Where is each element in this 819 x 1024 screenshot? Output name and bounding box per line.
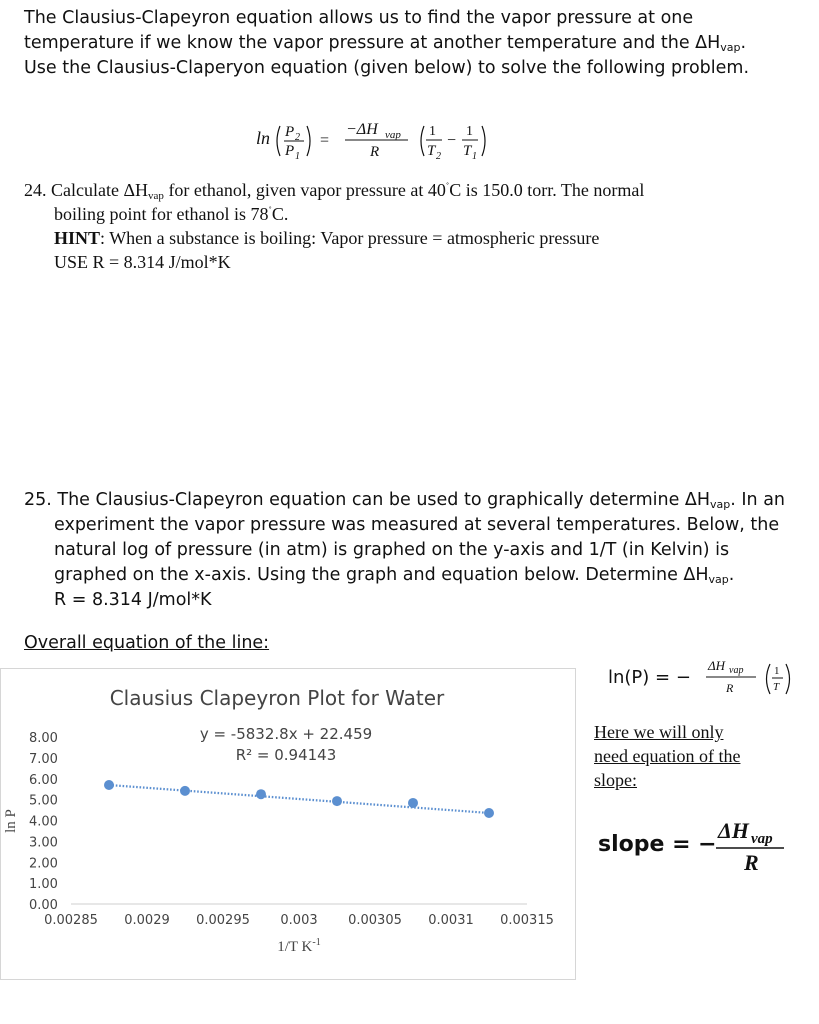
svg-text:R: R xyxy=(744,850,759,875)
svg-text:1: 1 xyxy=(774,665,780,677)
slope-fraction xyxy=(712,812,802,876)
intro-paragraph xyxy=(24,6,804,81)
svg-text:T: T xyxy=(427,143,436,159)
intro-line-2: temperature if we know the vapor pressure at another temperature and the $\Delta H_{vap}$. xyxy=(24,33,747,54)
note-line-2: need equation of the xyxy=(594,746,741,766)
chart-title: Clausius Clapeyron Plot for Water xyxy=(109,686,445,710)
y-tick-label: 0.00 xyxy=(29,898,58,913)
svg-text:1: 1 xyxy=(466,124,473,139)
x-tick-label: 0.00315 xyxy=(500,913,554,928)
q25-line-2: experiment the vapor pressure was measured at several temperatures. Below, the xyxy=(54,515,780,535)
y-tick-label: 1.00 xyxy=(29,877,58,893)
q25-line-3: natural log of pressure (in atm) is graphed on the y-axis and 1/T (in Kelvin) is xyxy=(54,540,730,560)
svg-text:R: R xyxy=(726,681,734,695)
y-tick-label: 3.00 xyxy=(29,835,58,851)
data-point xyxy=(408,798,418,808)
x-tick-label: 0.0029 xyxy=(124,913,170,928)
svg-text:−ΔH: −ΔH xyxy=(346,121,378,138)
data-point xyxy=(332,796,342,806)
chart-r-squared: R² = 0.94143 xyxy=(235,746,337,764)
svg-text:1: 1 xyxy=(429,124,436,139)
clausius-clapeyron-formula xyxy=(250,112,510,164)
intro-line-1: The Clausius-Clapeyron equation allows us to find the vapor pressure at one xyxy=(24,8,694,28)
clausius-clapeyron-chart xyxy=(1,669,575,979)
svg-text:vap: vap xyxy=(729,665,744,676)
svg-text:2: 2 xyxy=(436,151,441,162)
question-24 xyxy=(24,178,644,274)
svg-text:−: − xyxy=(447,132,457,149)
svg-text:P: P xyxy=(285,124,295,140)
svg-text:=: = xyxy=(320,132,330,149)
slope-note xyxy=(594,720,740,792)
x-axis-label: 1/T $K^{-1}$ xyxy=(277,937,321,955)
y-tick-label: 4.00 xyxy=(29,814,58,830)
data-point xyxy=(180,786,190,796)
svg-text:T: T xyxy=(773,681,780,693)
y-tick-label: 6.00 xyxy=(29,772,58,788)
svg-text:ln(P) = −: ln(P) = − xyxy=(608,667,691,688)
q24-line-2: boiling point for ethanol is 78˚C. xyxy=(54,204,289,224)
svg-text:ln: ln xyxy=(256,128,271,148)
overall-equation-label: Overall equation of the line: xyxy=(24,633,270,653)
x-tick-label: 0.00295 xyxy=(196,913,250,928)
question-25 xyxy=(24,488,785,613)
svg-text:P: P xyxy=(285,143,295,159)
svg-text:vap: vap xyxy=(751,831,773,847)
svg-text:2: 2 xyxy=(295,132,300,143)
svg-text:ΔH: ΔH xyxy=(718,818,749,843)
q25-line-5: R = 8.314 J/mol*K xyxy=(54,590,212,610)
note-line-3: slope: xyxy=(594,770,637,790)
data-point xyxy=(484,808,494,818)
y-tick-label: 8.00 xyxy=(29,731,58,746)
intro-line-3: Use the Clausius-Claperyon equation (given below) to solve the following problem. xyxy=(24,58,750,78)
note-line-1: Here we will only xyxy=(594,722,724,742)
y-axis-label: ln P xyxy=(3,809,19,833)
y-tick-label: 5.00 xyxy=(29,793,58,809)
svg-text:T: T xyxy=(463,143,472,159)
svg-text:ΔH: ΔH xyxy=(708,658,726,673)
svg-text:1: 1 xyxy=(295,151,300,162)
ln-p-formula xyxy=(598,652,808,702)
svg-text:R: R xyxy=(370,144,380,160)
q25-line-4: graphed on the x-axis. Using the graph and equation below. Determine $\Delta H_{vap}$. xyxy=(54,565,735,586)
svg-text:1: 1 xyxy=(472,151,477,162)
data-point xyxy=(256,789,266,799)
chart-frame xyxy=(0,668,576,980)
x-tick-label: 0.00285 xyxy=(44,913,98,928)
x-tick-label: 0.00305 xyxy=(348,913,402,928)
x-tick-label: 0.0031 xyxy=(428,913,474,928)
q25-line-1: 25. The Clausius-Clapeyron equation can be used to graphically determine $\Delta H_{vap}$. In an xyxy=(24,490,786,511)
x-tick-label: 0.003 xyxy=(280,913,318,928)
data-point xyxy=(104,780,114,790)
slope-label: slope = − xyxy=(598,832,717,857)
trendline xyxy=(109,785,489,813)
q24-line-1: 24. Calculate $\Delta H_{vap}$ for ethanol, given vapor pressure at 40˚C is 150.0 torr. The normal xyxy=(24,180,645,202)
q24-use-line: USE R = 8.314 J/mol*K xyxy=(54,252,231,272)
q24-hint: HINT: When a substance is boiling: Vapor pressure = atmospheric pressure xyxy=(54,228,600,248)
chart-equation: y = -5832.8x + 22.459 xyxy=(199,725,373,743)
y-tick-label: 7.00 xyxy=(29,751,58,767)
svg-text:vap: vap xyxy=(385,129,401,141)
y-tick-label: 2.00 xyxy=(29,856,58,872)
